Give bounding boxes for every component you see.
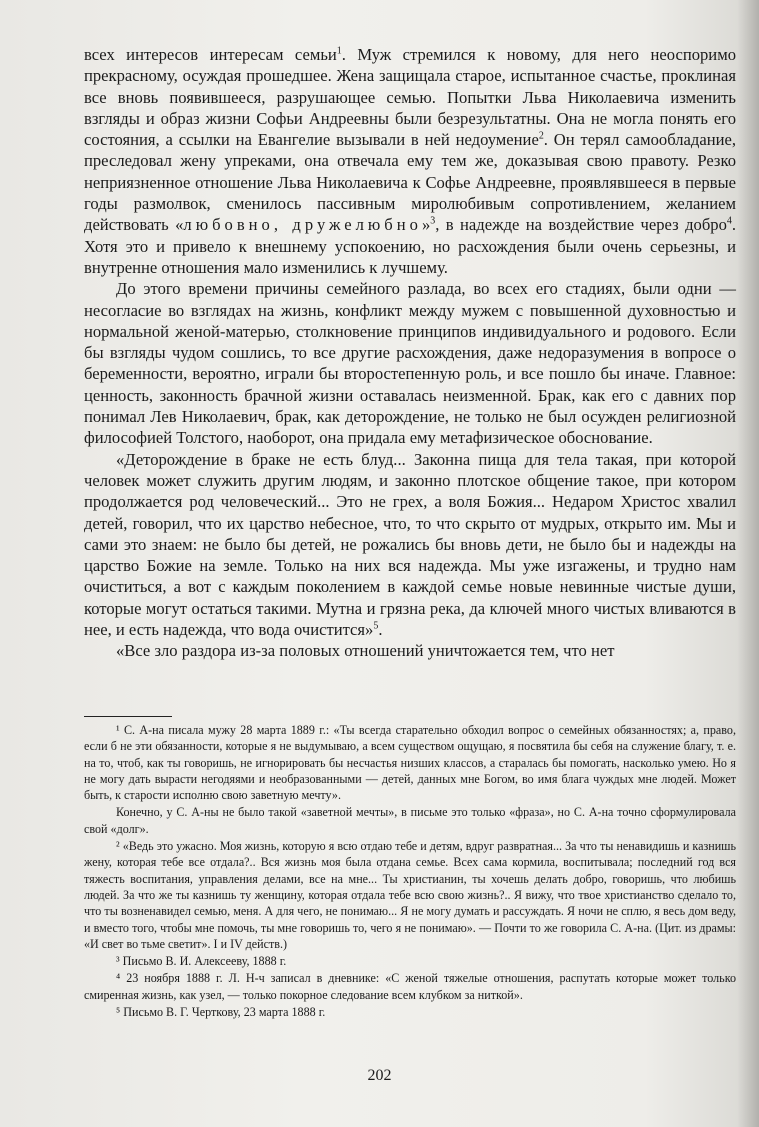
text-span: » [421,215,431,235]
paragraph-2: До этого времени причины семейного разлада, во всех его стадиях, были одни — несогласие во взглядах на жизнь, конфликт между мужем с повышенной духовностью и нормальной женой-матерью, столкновение принципов индивидуального и родового. Если бы взгляды чудом сошлись, то все другие расхождения, даже недоразумения в вопросе о беременности, вероятно, играли бы второстепенную роль, и все пошло бы иначе. Главное: ценность, законность брачной жизни оставалась неизменной. Брак, как его с давних пор понимал Лев Николаевич, брак, как деторождение, не только не был осужден религиозной философией Толстого, наоборот, она придала ему метафизическое обоснование. [84,279,736,448]
footnote-ref-2: 2 [538,130,544,142]
page-number: 202 [367,1067,392,1084]
footnote-2: ² «Ведь это ужасно. Моя жизнь, которую я всю отдаю тебе и детям, вдруг развратная... За что ты ненавидишь и казнишь жену, которая тебе все отдала?.. Вся жизнь моя была отдана семье. Всех сама кормила, воспитывала; последний год вся тяжесть воспитания, управления делами, все на мне... Ты христианин, ты хочешь делать добро, говоришь, что любишь людей. За что же ты казнишь ту женщину, которая отдала тебе всю свою жизнь?.. Я вижу, что твое христианство сделало то, что ты возненавидел семью, меня. А для чего, не понимаю... Я не могу думать и рассуждать. Я ночи не сплю, я весь дом веду, и вместо того, чтобы мне помочь, ты мне говоришь то, чего я не понимаю». — Почти то же говорила С. А-на. (Цит. из драмы: «И свет во тьме светит». I и IV действ.) [84,839,736,951]
text-span: «Деторождение в браке не есть блуд... Законна пища для тела такая, при которой человек может служить другим людям, и законно плотское общение такое, при котором продолжается род человеческий... Это не грех, а воля Божия... Недаром Христос хвалил детей, говорил, что их царство небесное, что, то что скрыто от мудрых, открыто им. Мы и сами это знаем: не было бы детей, не рожались бы вновь дети, не было бы и надежды на царство Божие на земле. Только на них вся надежда. Мы уже изгажены, и трудно нам очиститься, а вот с каждым поколением в каждой семье новые невинные чистые души, которые могут остаться такими. Мутна и грязна река, да ключей много чистых вливаются в нее, и есть надежда, что вода очистится» [84,449,736,640]
text-span: всех интересов интересам семьи [84,45,337,64]
paragraph-3-quote [84,449,736,641]
footnote-3: ³ Письмо В. И. Алексееву, 1888 г. [116,954,287,969]
main-text [84,44,736,662]
footnote-ref-4: 4 [726,215,732,227]
paragraph-1 [84,44,736,278]
paragraph-4-quote: «Все зло раздора из-за половых отношений уничтожается тем, что нет [116,641,615,661]
page-edge-shadow [737,0,759,1127]
text-span: . Муж стремился к новому, для него неоспоримо прекрасному, осуждая прошедшее. Жена защищала старое, испытанное счастье, проклиная все вновь появившееся, разрушающее семью. Попытки Льва Николаевича изменить взгляды и образ жизни Софьи Андреевны были безрезультатны. Она не могла понять его состояния, а ссылки на Евангелие вызывали в ней недоумение [84,45,736,150]
footnote-1: ¹ С. А-на писала мужу 28 марта 1889 г.: «Ты всегда старательно обходил вопрос о семейных обязанностях; а, право, если б не эти обязанности, которые я не выдумываю, а всем существом ощущаю, я посвятила бы себя на служение благу, т. е. на то, чтоб, как ты говоришь, не игнорировать бы несчастья низших классов, а старалась бы помогать, насколько умею. Но я не могу дать вырасти негодяями и необразованными — детей, данных мне Богом, во имя блага чуждых мне людей. Может быть, к старости исполню свою заветную мечту». [84,723,736,803]
footnote-5: ⁵ Письмо В. Г. Черткову, 23 марта 1888 г. [116,1005,326,1020]
footnote-4: ⁴ 23 ноября 1888 г. Л. Н-ч записал в дневнике: «С женой тяжелые отношения, распутать которые может только смиренная жизнь, как узел, — только покорное следование всем клубком за ниткой». [84,971,736,1002]
footnote-ref-3: 3 [430,215,436,227]
text-span: , в надежде на воздействие через добро [435,215,727,235]
text-span: . Он терял самообладание, преследовал жену упреками, она отвечала ему тем же, доказывая свою правоту. Резко неприязненное отношение Льва Николаевича к Софье Андреевне, проявлявшееся в первые годы размолвок, сменилось пассивным миролюбивым сопротивлением, желанием действовать « [84,130,736,235]
spaced-emphasis: любовно, дружелюбно [183,215,422,235]
footnote-1-continuation: Конечно, у С. А-ны не было такой «заветной мечты», в письме это только «фраза», но С. А-на точно сформулировала свой «долг». [84,805,736,836]
text-span: . Хотя это и привело к внешнему успокоению, но расхождения были очень серьезны, и внутренне отношения мало изменились к лучшему. [84,215,737,277]
footnotes [84,722,736,1021]
footnote-ref-1: 1 [336,45,342,57]
footnote-divider [84,716,172,717]
text-span: . [378,620,383,640]
footnote-ref-5: 5 [373,620,379,632]
